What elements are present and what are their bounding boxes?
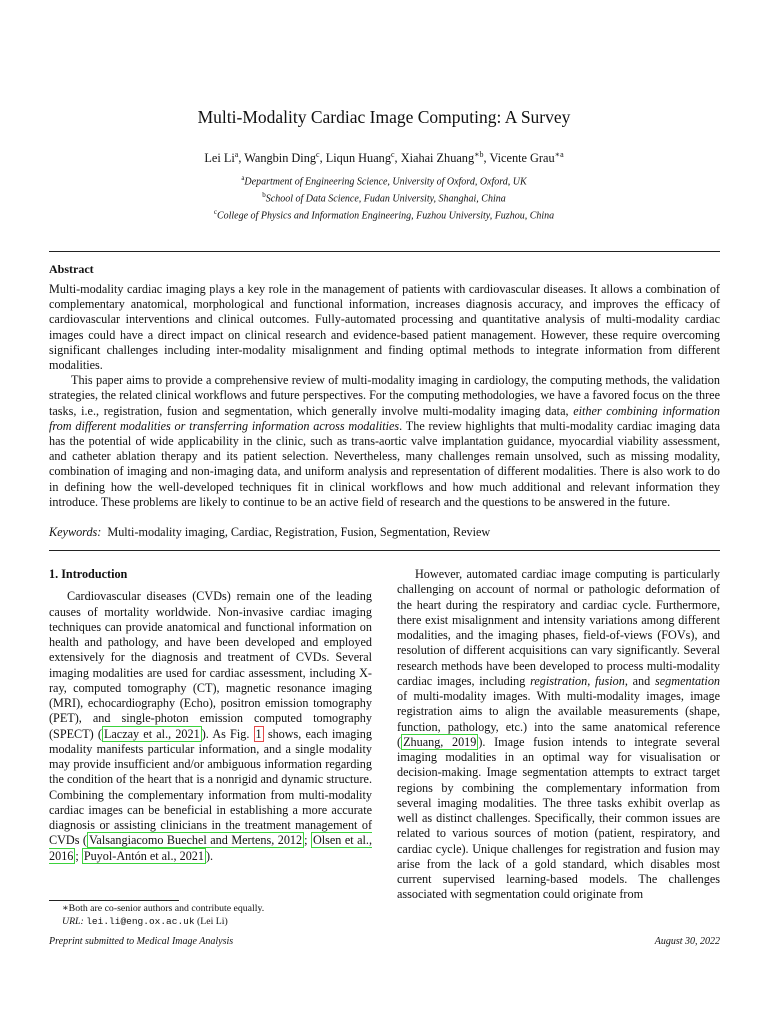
abstract-bottom-rule bbox=[49, 550, 720, 551]
footnote-rule bbox=[49, 900, 179, 901]
citation-link[interactable]: Valsangiacomo Buechel and Mertens, 2012 bbox=[88, 833, 303, 848]
citation-link[interactable]: Laczay et al., 2021 bbox=[103, 726, 200, 741]
citation-link[interactable]: Puyol-Antón et al., 2021 bbox=[83, 848, 204, 863]
citation-link[interactable]: Zhuang, 2019 bbox=[403, 734, 477, 749]
footer-date: August 30, 2022 bbox=[654, 936, 720, 947]
author-affiliation-mark: a bbox=[234, 150, 239, 159]
footnote-text: ∗Both are co-senior authors and contribute equally. bbox=[62, 903, 265, 914]
abstract-heading: Abstract bbox=[49, 262, 94, 276]
author-name: Xiahai Zhuang bbox=[400, 151, 475, 166]
footnote-url-line: URL: lei.li@eng.ox.ac.uk (Lei Li) bbox=[62, 915, 228, 927]
author-name: Lei Li bbox=[204, 151, 235, 166]
right-column bbox=[397, 567, 720, 903]
keywords-text: Multi-modality imaging, Cardiac, Registration, Fusion, Segmentation, Review bbox=[107, 525, 491, 539]
author-list: Lei Li$^a$, Wangbin Ding$^c$, Liqun Huang$^c$, Xiahai Zhuang$^{∗b}$, Vicente Grau$^{∗a}$ bbox=[204, 150, 564, 166]
abstract-paragraph: Multi-modality cardiac imaging plays a key role in the management of patients with cardiovascular diseases. It allows a combination of complementary anatomical, morphological and functional information, increases diagnosis accuracy, and improves the efficacy of cardiovascular interventions and clinical outcomes. Fully-automated processing and quantitative analysis of multi-modality cardiac images could have a direct impact on clinical research and evidence-based patient management. However, these require overcoming significant challenges including inter-modality misalignment and finding optimal methods to integrate information from different modalities. bbox=[49, 282, 720, 373]
footer-journal: Preprint submitted to Medical Image Analysis bbox=[49, 936, 234, 947]
author-affiliation-mark: ∗b bbox=[474, 150, 484, 159]
affiliation: $^a$Department of Engineering Science, University of Oxford, Oxford, UK bbox=[241, 174, 527, 188]
footnote bbox=[62, 903, 372, 928]
author-name: Vicente Grau bbox=[489, 151, 555, 166]
author-name: Liqun Huang bbox=[325, 151, 391, 166]
abstract-paragraph: This paper aims to provide a comprehensive review of multi-modality imaging in cardiology, the computing methods, the validation strategies, the related clinical workflows and future perspectives. For the computing methodologies, we have a favored focus on the three tasks, i.e., registration, fusion and segmentation, which generally involve multi-modality imaging data, either combining information from different modalities or transferring information across modalities. The review highlights that multi-modality cardiac imaging data has the potential of wide applicability in the clinic, such as trans-aortic valve implantation guidance, myocardial viability assessment, and catheter ablation therapy and its patient selection. Nevertheless, many challenges remain unsolved, such as missing modality, combination of imaging and non-imaging data, and uniform analysis and representation of different modalities. There is also work to do in defining how the well-developed techniques fit in clinical workflows and how much additional and relevant information they introduce. These problems are likely to continue to be an active field of research and the questions to be answered in the future. bbox=[49, 373, 720, 509]
author-affiliation-mark: ∗a bbox=[554, 150, 564, 159]
section-heading: 1. Introduction bbox=[49, 567, 128, 581]
affiliation: $^c$College of Physics and Information Engineering, Fuzhou University, Fuzhou, China bbox=[213, 207, 555, 221]
email-link[interactable]: lei.li@eng.ox.ac.uk bbox=[86, 915, 195, 927]
citation-link[interactable]: Olsen et al., 2016 bbox=[49, 833, 372, 863]
left-column bbox=[49, 567, 372, 864]
affiliation: $^b$School of Data Science, Fudan University, Shanghai, China bbox=[262, 190, 506, 205]
paper-title: Multi-Modality Cardiac Image Computing: A Survey bbox=[197, 107, 571, 127]
intro-paragraph: Cardiovascular diseases (CVDs) remain one of the leading causes of mortality worldwide. Non-invasive cardiac imaging techniques can provide anatomical and functional information on health and pathology, and have been developed and employed extensively for the diagnosis and treatment of CVDs. Several imaging modalities are used for cardiac assessment, including X-ray, computed tomography (CT), magnetic resonance imaging (MRI), echocardiography (Echo), positron emission tomography (PET), and single-photon emission computed tomography (SPECT) ( Laczay et al., 2021 ). As Fig. 1 shows, each imaging modality manifests particular information, and a single modality may provide insufficient and/or ambiguous information regarding the condition of the heart that is a nonrigid and dynamic structure. Combining the complementary information from multi-modality cardiac images can be beneficial in establishing a more accurate diagnosis or assisting clinicians in the treatment management of CVDs ( Valsangiacomo Buechel and Mertens, 2012 ; Olsen et al., 2016 ; Puyol-Antón et al., 2021 ). bbox=[49, 589, 372, 863]
author-affiliation-mark: c bbox=[390, 150, 395, 159]
author-affiliation-mark: c bbox=[316, 150, 320, 159]
abstract-top-rule bbox=[49, 251, 720, 252]
author-name: Wangbin Ding bbox=[244, 151, 317, 166]
figure-ref-link[interactable]: 1 bbox=[255, 726, 262, 741]
keywords-label: Keywords: bbox=[49, 525, 102, 539]
intro-paragraph: However, automated cardiac image computing is particularly challenging on account of normal or pathologic deformation of the heart during the respiratory and cardiac cycle. Furthermore, there exist misalignment and intensity variations among different modalities, and the imaging phases, field-of-views (FOVs), and resolution of different acquisitions can vary significantly. Several research methods have been developed to process multi-modality cardiac images, including registration, fusion, and segmentation of multi-modality images. With multi-modality images, image registration aims to align the available measurements (shape, function, pathology, etc.) into the same anatomical reference ( Zhuang, 2019 ). Image fusion intends to integrate several imaging modalities in an optimal way for visualisation or decision-making. Image segmentation attempts to extract target regions by combining the complementary information from several imaging modalities. The three tasks exhibit overlap as well as distinct challenges. Specifically, their common issues are related to various sources of motion (patient, respiratory, and cardiac cycle). Unique challenges for registration and fusion may arise from the lack of a gold standard, which disables most current supervised learning-based models. The challenges associated with segmentation could originate from bbox=[397, 567, 721, 902]
affiliation-list bbox=[0, 172, 768, 222]
keywords bbox=[49, 525, 720, 540]
abstract-body bbox=[49, 282, 720, 510]
